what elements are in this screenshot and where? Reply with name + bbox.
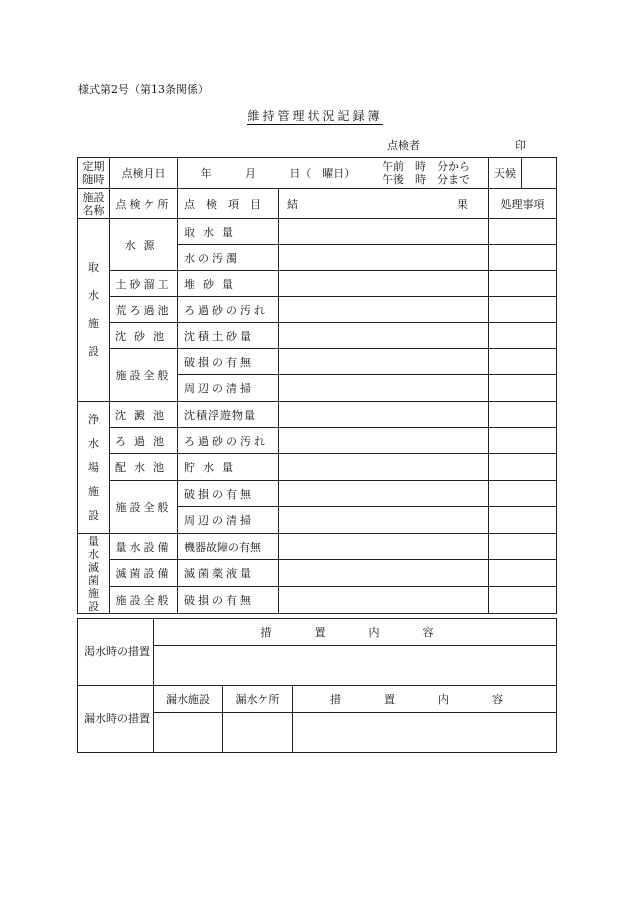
seal-label: 印 xyxy=(515,139,526,152)
date-value-cell[interactable] xyxy=(178,158,489,189)
action-cell[interactable] xyxy=(489,454,557,481)
drought-measures-table xyxy=(77,618,557,686)
leakage-measures-value[interactable] xyxy=(293,713,557,753)
leak-facility-value[interactable] xyxy=(154,713,223,753)
table-row xyxy=(78,349,557,375)
inspection-place-header: 点検ケ所 xyxy=(110,189,178,219)
action-cell[interactable] xyxy=(489,402,557,428)
result-cell[interactable] xyxy=(279,507,489,534)
leak-facility-header: 漏水施設 xyxy=(154,686,223,713)
table-row xyxy=(78,402,557,428)
leakage-label: 漏水時の措置 xyxy=(78,686,154,753)
time-pm: 午後 時 分まで xyxy=(382,173,470,186)
place-facility-general: 施設全般 xyxy=(110,481,178,534)
date-label: 点検月日 xyxy=(110,158,178,189)
inspection-table xyxy=(77,157,557,614)
inspector-label: 点検者 xyxy=(387,139,420,152)
item-settled-sand-volume: 沈積土砂量 xyxy=(178,323,279,349)
item-equipment-failure: 機器故障の有無 xyxy=(178,534,279,560)
item-damage: 破損の有無 xyxy=(178,587,279,614)
result-cell[interactable] xyxy=(279,245,489,271)
place-settling-basin: 沈砂池 xyxy=(110,323,178,349)
action-cell[interactable] xyxy=(489,375,557,402)
table-row xyxy=(78,534,557,560)
result-cell[interactable] xyxy=(279,375,489,402)
result-cell[interactable] xyxy=(279,587,489,614)
place-distribution-reservoir: 配水池 xyxy=(110,454,178,481)
action-cell[interactable] xyxy=(489,560,557,587)
table-row xyxy=(78,271,557,297)
item-surroundings: 周辺の清掃 xyxy=(178,375,279,402)
table-row xyxy=(78,323,557,349)
result-cell[interactable] xyxy=(279,271,489,297)
drought-measures-value[interactable] xyxy=(154,646,557,686)
action-cell[interactable] xyxy=(489,349,557,375)
inspection-item-header: 点 検 項 目 xyxy=(178,189,279,219)
time-am: 午前 時 分から xyxy=(382,160,470,173)
item-sediment-volume: 堆砂量 xyxy=(178,271,279,297)
metering-group-label: 量 水 滅 菌 施 設 xyxy=(78,534,110,614)
item-floating-matter: 沈積浮遊物量 xyxy=(178,402,279,428)
action-cell[interactable] xyxy=(489,534,557,560)
result-header: 結 果 xyxy=(279,189,489,219)
leak-location-value[interactable] xyxy=(223,713,293,753)
result-cell[interactable] xyxy=(279,323,489,349)
action-cell[interactable] xyxy=(489,271,557,297)
place-water-source: 水源 xyxy=(110,219,178,271)
purification-group-label: 浄 水 場 施 設 xyxy=(78,402,110,534)
item-intake-volume: 取水量 xyxy=(178,219,279,245)
action-cell[interactable] xyxy=(489,587,557,614)
column-header-row xyxy=(78,189,557,219)
header-date-row xyxy=(78,158,557,189)
action-cell[interactable] xyxy=(489,507,557,534)
result-cell[interactable] xyxy=(279,481,489,507)
item-filter-sand-dirt: ろ過砂の汚れ xyxy=(178,297,279,323)
day-weekday-label: 日（ 曜日） xyxy=(289,167,356,180)
action-header: 処理事項 xyxy=(489,189,557,219)
result-cell[interactable] xyxy=(279,219,489,245)
table-row xyxy=(78,428,557,454)
item-damage: 破損の有無 xyxy=(178,349,279,375)
intake-group-label: 取 水 施 設 xyxy=(78,219,110,402)
drought-measures-header: 措 置 内 容 xyxy=(154,619,557,646)
result-cell[interactable] xyxy=(279,560,489,587)
inspection-type-cell: 定期 随時 xyxy=(78,158,110,189)
leak-location-header: 漏水ケ所 xyxy=(223,686,293,713)
year-label: 年 xyxy=(200,167,212,180)
document-title: 維持管理状況記録簿 xyxy=(247,109,383,123)
action-cell[interactable] xyxy=(489,297,557,323)
leakage-measures-header: 措 置 内 容 xyxy=(293,686,557,713)
place-sand-trap: 土砂溜工 xyxy=(110,271,178,297)
month-label: 月 xyxy=(244,167,256,180)
place-rough-filter: 荒ろ過池 xyxy=(110,297,178,323)
item-damage: 破損の有無 xyxy=(178,481,279,507)
result-cell[interactable] xyxy=(279,534,489,560)
action-cell[interactable] xyxy=(489,428,557,454)
leakage-measures-table xyxy=(77,685,557,753)
place-meter-equipment: 量水設備 xyxy=(110,534,178,560)
place-facility-general: 施設全般 xyxy=(110,349,178,402)
table-row xyxy=(78,481,557,507)
drought-label: 渇水時の措置 xyxy=(78,619,154,686)
weather-label: 天候 xyxy=(489,158,522,188)
action-cell[interactable] xyxy=(489,323,557,349)
facility-name-header: 施設 名称 xyxy=(78,189,110,219)
result-cell[interactable] xyxy=(279,402,489,428)
item-water-turbidity: 水の汚濁 xyxy=(178,245,279,271)
action-cell[interactable] xyxy=(489,481,557,507)
table-row xyxy=(78,219,557,245)
result-cell[interactable] xyxy=(279,454,489,481)
result-cell[interactable] xyxy=(279,349,489,375)
result-cell[interactable] xyxy=(279,428,489,454)
place-filter-basin: ろ過池 xyxy=(110,428,178,454)
item-filter-sand-dirt: ろ過砂の汚れ xyxy=(178,428,279,454)
table-row xyxy=(78,560,557,587)
weather-cell[interactable] xyxy=(489,158,557,189)
table-row xyxy=(78,454,557,481)
item-storage-volume: 貯水量 xyxy=(178,454,279,481)
weather-value[interactable] xyxy=(522,158,556,188)
table-row xyxy=(78,587,557,614)
item-surroundings: 周辺の清掃 xyxy=(178,507,279,534)
item-chemical-volume: 滅菌薬液量 xyxy=(178,560,279,587)
form-number: 様式第2号（第13条関係） xyxy=(78,83,209,96)
place-sterilization-equipment: 滅菌設備 xyxy=(110,560,178,587)
table-row xyxy=(78,297,557,323)
place-sedimentation-basin: 沈澱池 xyxy=(110,402,178,428)
result-cell[interactable] xyxy=(279,297,489,323)
action-cell[interactable] xyxy=(489,245,557,271)
place-facility-general: 施設全般 xyxy=(110,587,178,614)
action-cell[interactable] xyxy=(489,219,557,245)
